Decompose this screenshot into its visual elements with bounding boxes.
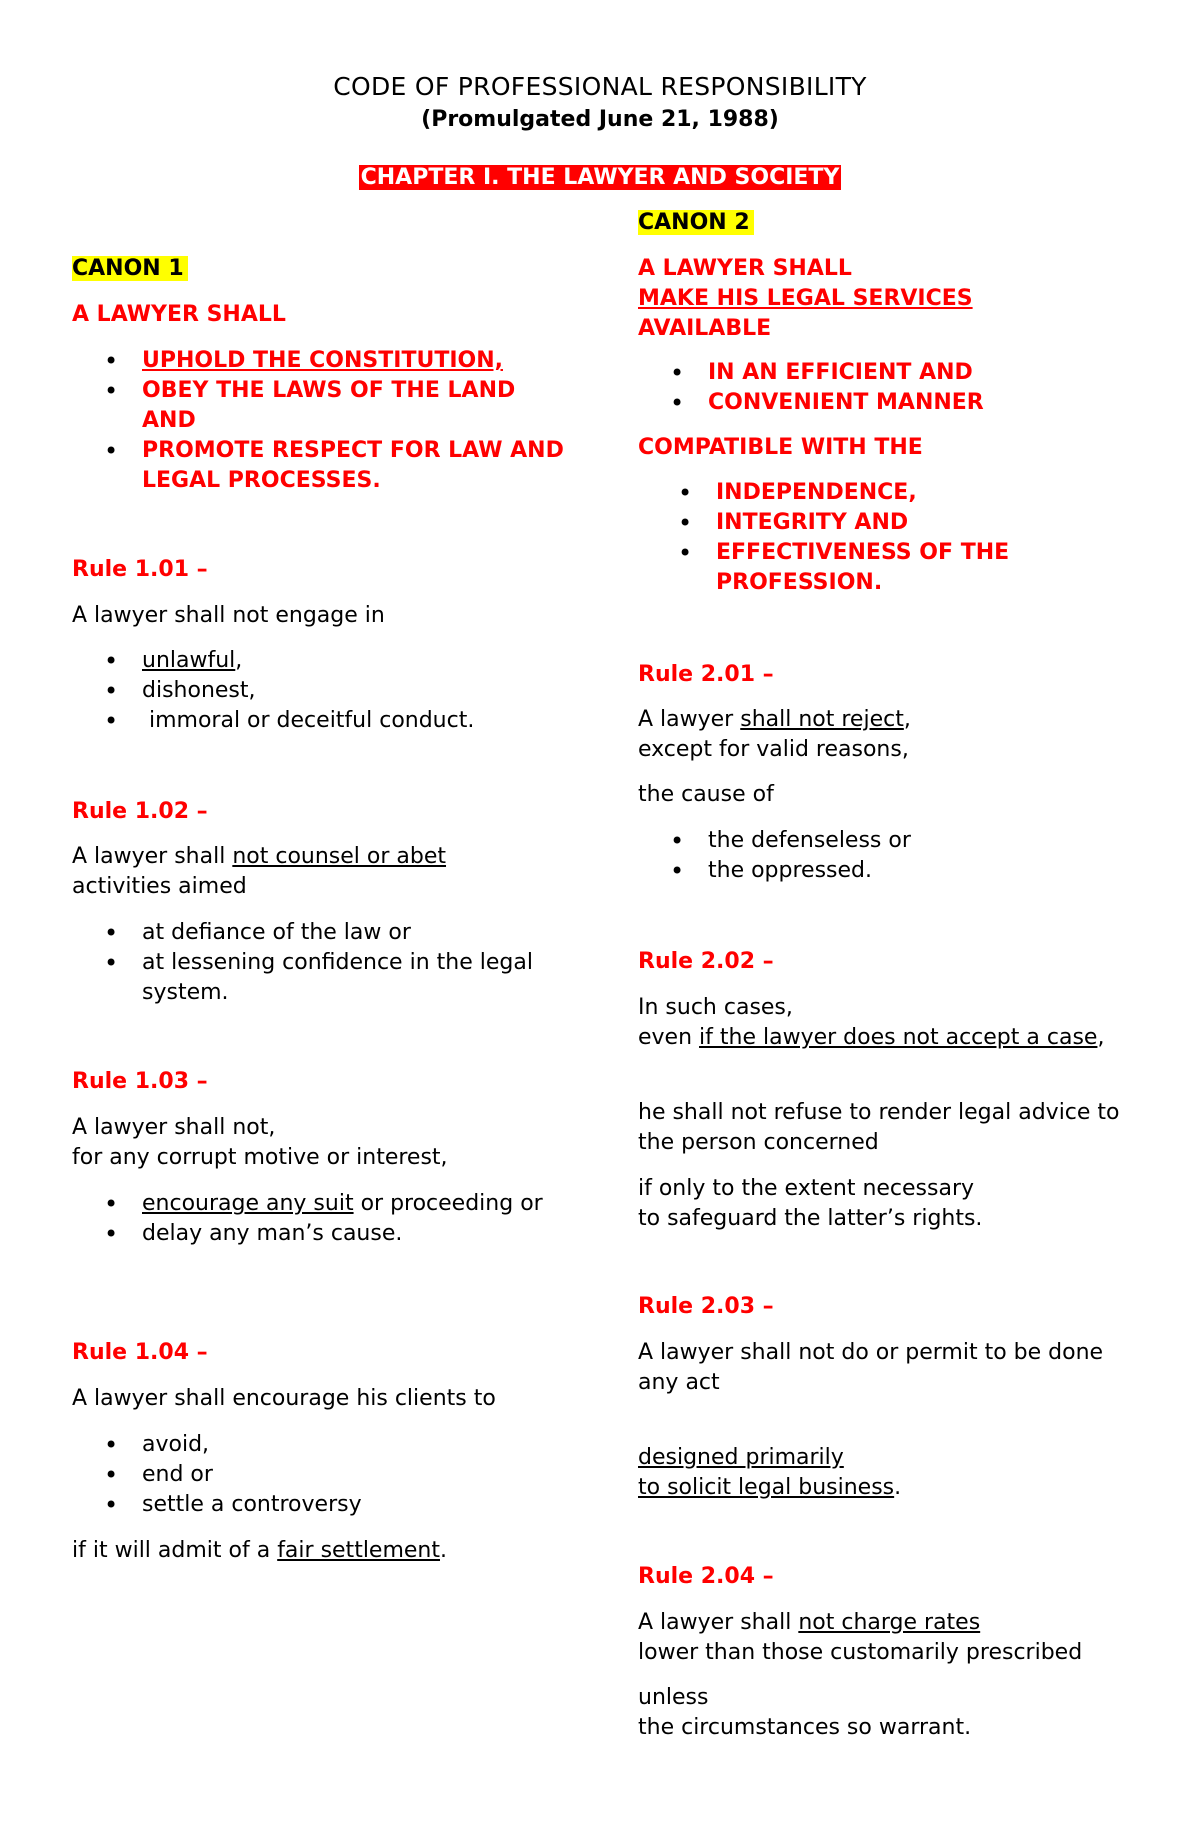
rule-1-02-list [72, 918, 572, 1008]
list-item: • INTEGRITY AND [638, 508, 1138, 538]
list-item: • IN AN EFFICIENT AND [638, 358, 1138, 388]
rule-1-01-text: A lawyer shall not engage in [72, 603, 385, 628]
rule-1-03-title: Rule 1.03 – [72, 1069, 208, 1094]
rule-2-03-text: A lawyer shall not do or permit to be done any act [638, 1340, 1104, 1395]
chapter-heading: CHAPTER I. THE LAWYER AND SOCIETY [360, 165, 840, 190]
list-item: • at defiance of the law or [72, 918, 572, 948]
rule-2-03-title: Rule 2.03 – [638, 1294, 774, 1319]
list-item: • dishonest, [72, 676, 572, 706]
rule-2-01-text: A lawyer shall not reject, except for valid reasons, [638, 707, 911, 762]
rule-1-04-title: Rule 1.04 – [72, 1340, 208, 1365]
rule-2-03-purpose: designed primarily to solicit legal business. [638, 1445, 902, 1500]
rule-1-04-text: A lawyer shall encourage his clients to [72, 1386, 496, 1411]
list-item: • CONVENIENT MANNER [638, 388, 1138, 418]
rule-2-02-title: Rule 2.02 – [638, 949, 774, 974]
chapter-heading-wrap [0, 163, 1200, 193]
document-title: CODE OF PROFESSIONAL RESPONSIBILITY [333, 72, 867, 101]
rule-1-04-list [72, 1430, 572, 1520]
list-item: • the oppressed. [638, 856, 1138, 886]
rule-2-02-para2: he shall not refuse to render legal advice to the person concerned [638, 1100, 1120, 1155]
list-item: • INDEPENDENCE, [638, 478, 1138, 508]
canon-1-label: CANON 1 [72, 256, 188, 281]
rule-2-01-cause: the cause of [638, 782, 774, 807]
list-item: • encourage any suit or proceeding or [72, 1189, 572, 1219]
canon-2-list-2 [638, 478, 1138, 598]
list-item: • UPHOLD THE CONSTITUTION, [72, 346, 572, 376]
canon-1-intro: A LAWYER SHALL [72, 302, 286, 327]
rule-1-02-text: A lawyer shall not counsel or abet activities aimed [72, 844, 447, 899]
rule-2-02-para3: if only to the extent necessary to safeguard the latter’s rights. [638, 1176, 983, 1231]
list-item: • EFFECTIVENESS OF THE PROFESSION. [638, 538, 1138, 598]
rule-2-01-list [638, 826, 1138, 886]
list-item: • settle a controversy [72, 1490, 572, 1520]
canon-2-list-1 [638, 358, 1138, 418]
rule-1-03-text: A lawyer shall not, for any corrupt motive or interest, [72, 1115, 448, 1170]
rule-2-04-title: Rule 2.04 – [638, 1564, 774, 1589]
list-item: • the defenseless or [638, 826, 1138, 856]
canon-2-intro: A LAWYER SHALL MAKE HIS LEGAL SERVICES AVAILABLE [638, 256, 973, 341]
document-subtitle: (Promulgated June 21, 1988) [421, 107, 779, 132]
list-item: • PROMOTE RESPECT FOR LAW AND LEGAL PROCESSES. [72, 436, 572, 496]
rule-2-02-text: In such cases, even if the lawyer does not accept a case, [638, 995, 1105, 1050]
rule-1-03-list [72, 1189, 572, 1249]
rule-1-01-list [72, 646, 572, 736]
list-item: • unlawful, [72, 646, 572, 676]
canon-2-compat: COMPATIBLE WITH THE [638, 435, 923, 460]
rule-1-02-title: Rule 1.02 – [72, 799, 208, 824]
canon-2-label: CANON 2 [638, 210, 754, 235]
rule-1-01-title: Rule 1.01 – [72, 557, 208, 582]
list-item: • end or [72, 1460, 572, 1490]
list-item: • delay any man’s cause. [72, 1219, 572, 1249]
list-item: • avoid, [72, 1430, 572, 1460]
rule-2-04-text: A lawyer shall not charge rates lower than those customarily prescribed [638, 1610, 1083, 1665]
rule-2-01-title: Rule 2.01 – [638, 662, 774, 687]
list-item: • at lessening confidence in the legal system. [72, 948, 572, 1008]
canon-1-list [72, 346, 572, 496]
list-item: • immoral or deceitful conduct. [72, 706, 572, 736]
list-item: • OBEY THE LAWS OF THE LAND AND [72, 376, 572, 436]
rule-1-04-closing: if it will admit of a fair settlement. [72, 1538, 447, 1563]
rule-2-04-condition: unless the circumstances so warrant. [638, 1685, 972, 1740]
